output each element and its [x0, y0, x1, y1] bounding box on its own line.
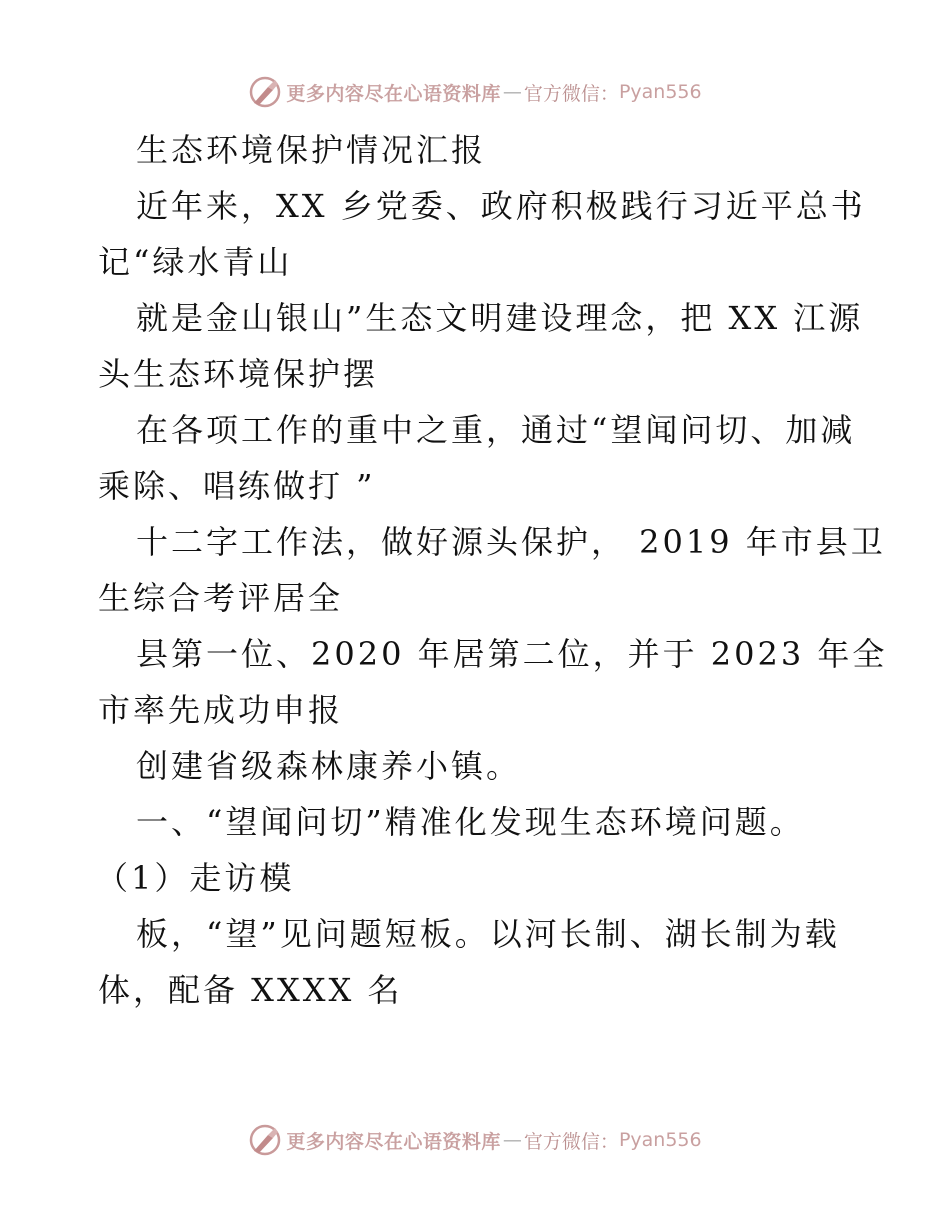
paragraph-line: 记“绿水青山 [98, 243, 293, 281]
watermark-brand: 更多内容尽在心语资料库 [286, 82, 501, 105]
document-title: 生态环境保护情况汇报 [136, 131, 487, 169]
watermark-tag: 官方微信： [523, 1130, 619, 1153]
footer-watermark [0, 1120, 950, 1160]
paragraph-line: 近年来，XX 乡党委、政府积极践行习近平总书 [136, 187, 866, 225]
watermark-id: Pyan556 [618, 1129, 702, 1151]
document-body [96, 122, 888, 1018]
pen-logo-icon [248, 75, 282, 109]
watermark-tag: 官方微信： [523, 82, 619, 105]
paragraph-line: 乘除、唱练做打 ” [98, 467, 376, 505]
header-watermark [0, 72, 950, 112]
paragraph-line: 头生态环境保护摆 [98, 355, 379, 393]
watermark-separator: — [502, 81, 522, 103]
paragraph-line: 体，配备 XXXX 名 [98, 971, 403, 1009]
paragraph-line: 板，“望”见问题短板。以河长制、湖长制为载 [136, 915, 840, 953]
watermark-separator: — [502, 1129, 522, 1151]
section-heading: 一、“望闻问切”精准化发现生态环境问题。 [136, 803, 805, 841]
watermark-id: Pyan556 [618, 81, 702, 103]
paragraph-line: 生综合考评居全 [98, 579, 344, 617]
paragraph-line: 市率先成功申报 [98, 691, 344, 729]
paragraph-line: 就是金山银山”生态文明建设理念，把 XX 江源 [136, 299, 864, 337]
paragraph-line: 在各项工作的重中之重，通过“望闻问切、加减 [136, 411, 856, 449]
watermark-brand: 更多内容尽在心语资料库 [286, 1130, 501, 1153]
subsection-heading: （1）走访模 [96, 859, 295, 897]
paragraph-line: 县第一位、2020 年居第二位，并于 2023 年全 [136, 635, 888, 673]
paragraph-line: 十二字工作法，做好源头保护， 2019 年市县卫 [136, 523, 886, 561]
paragraph-line: 创建省级森林康养小镇。 [136, 747, 522, 785]
pen-logo-icon [248, 1123, 282, 1157]
